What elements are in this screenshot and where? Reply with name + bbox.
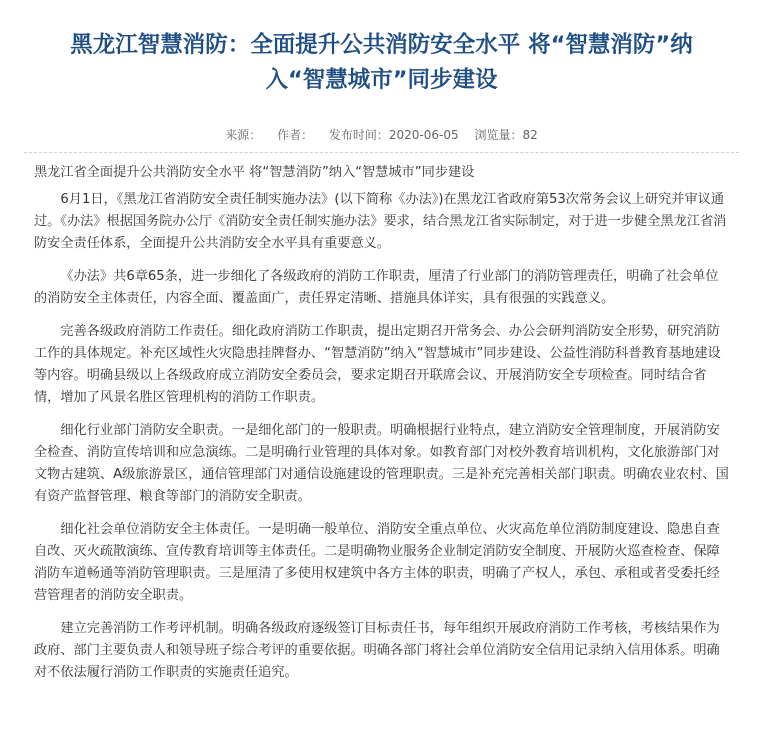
article-title-line-1: 黑龙江智慧消防：全面提升公共消防安全水平 将“智慧消防”纳: [70, 32, 693, 58]
article-paragraph: 细化社会单位消防安全主体责任。一是明确一般单位、消防安全重点单位、火灾高危单位消防制度建设、隐患自查自改、灭火疏散演练、宣传教育培训等主体责任。二是明确物业服务企业制定消防安全制度、开展防火巡查检查、保障消防车道畅通等消防管理职责。三是厘清了多使用权建筑中各方主体的职责，明确了产权人，承包、承租或者受委托经营管理者的消防安全职责。: [34, 522, 720, 603]
article-paragraph: 《办法》共6章65条，进一步细化了各级政府的消防工作职责，厘清了行业部门的消防管理责任，明确了社会单位的消防安全主体责任，内容全面、覆盖面广，责任界定清晰、措施具体详实，具有很强的实践意义。: [34, 269, 719, 306]
article-lead: 黑龙江省全面提升公共消防安全水平 将“智慧消防”纳入“智慧城市”同步建设: [34, 165, 475, 180]
article-paragraph: 细化行业部门消防安全职责。一是细化部门的一般职责。明确根据行业特点，建立消防安全管理制度，开展消防安全检查、消防宣传培训和应急演练。二是明确行业管理的具体对象。如教育部门对校外教育培训机构，文化旅游部门对文物古建筑、A级旅游景区，通信管理部门对通信设施建设的管理职责。三是补充完善相关部门职责。明确农业农村、国有资产监督管理、粮食等部门的消防安全职责。: [34, 423, 729, 504]
article-title: [0, 28, 763, 98]
source-label: 来源：: [225, 128, 262, 142]
view-count: 浏览量：82: [474, 128, 538, 142]
article-paragraph: 建立完善消防工作考评机制。明确各级政府逐级签订目标责任书，每年组织开展政府消防工作考核，考核结果作为政府、部门主要负责人和领导班子综合考评的重要依据。明确各部门将社会单位消防安全信用记录纳入信用体系。明确对不依法履行消防工作职责的实施责任追究。: [34, 621, 720, 680]
article-meta: [0, 126, 763, 144]
meta-divider: [24, 152, 739, 153]
article-body: [34, 162, 730, 695]
author-label: 作者：: [277, 128, 314, 142]
publish-time: 发布时间：2020-06-05: [328, 128, 459, 142]
article-paragraph: 6月1日，《黑龙江省消防安全责任制实施办法》(以下简称《办法》)在黑龙江省政府第53次常务会议上研究并审议通过。《办法》根据国务院办公厅《消防安全责任制实施办法》要求，结合黑龙江省实际制定，对于进一步健全黑龙江省消防安全责任体系，全面提升公共消防安全水平具有重要意义。: [34, 192, 727, 251]
article-paragraph: 完善各级政府消防工作责任。细化政府消防工作职责，提出定期召开常务会、办公会研判消防安全形势，研究消防工作的具体规定。补充区域性火灾隐患挂牌督办、“智慧消防”纳入“智慧城市”同步建设、公益性消防科普教育基地建设等内容。明确县级以上各级政府成立消防安全委员会，要求定期召开联席会议、开展消防安全专项检查。同时结合省情，增加了风景名胜区管理机构的消防工作职责。: [34, 324, 721, 405]
article-title-line-2: 入“智慧城市”同步建设: [265, 67, 498, 93]
